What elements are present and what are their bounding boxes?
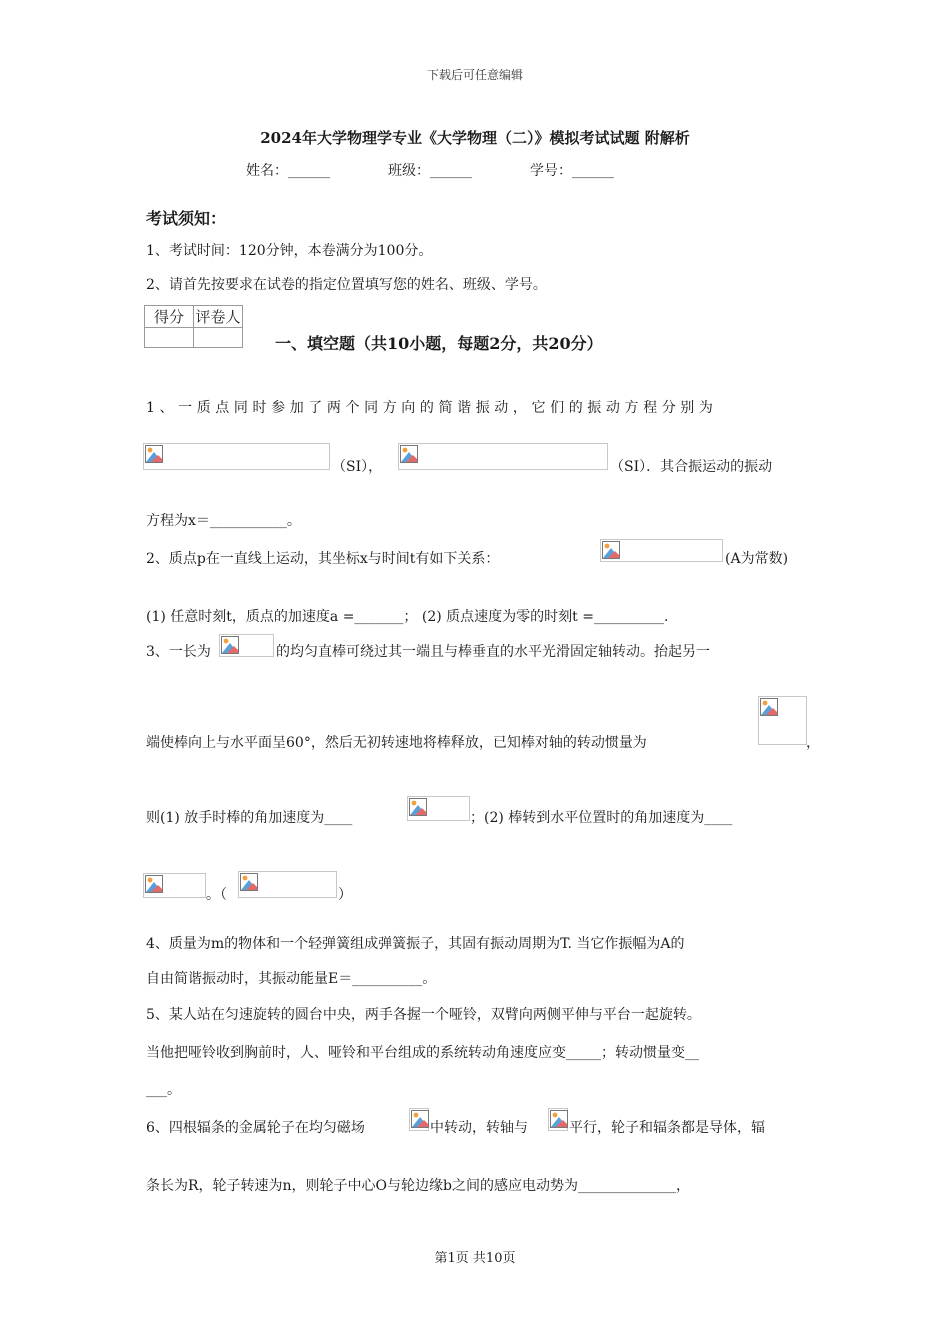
section-title: 一、填空题（共10小题，每题2分，共20分） [275,334,603,353]
q1-line1: 1、一质点同时参加了两个同方向的简谐振动，它们的振动方程分别为 [146,400,718,416]
grader-cell [194,328,243,348]
q3-line4-b: ） [338,887,352,903]
formula-image [143,873,206,898]
class-field: 班级：______ [388,163,472,179]
student-id-field: 学号：______ [530,163,614,179]
broken-image-icon [411,1110,429,1128]
q2-line1: 2、质点p在一直线上运动，其坐标x与时间t有如下关系： [146,551,500,567]
page-title: 2024年大学物理学专业《大学物理（二）》模拟考试试题 附解析 [260,129,690,147]
q3-line1-b: 的均匀直棒可绕过其一端且与棒垂直的水平光滑固定轴转动。抬起另一 [276,644,710,660]
formula-image [600,539,723,562]
q3-line3-a: 则(1) 放手时棒的角加速度为____ [146,810,353,826]
broken-image-icon [240,873,258,891]
q6-line1-b: 中转动，转轴与 [430,1120,528,1136]
q3-line3-b: ；(2) 棒转到水平位置时的角加速度为____ [470,810,733,826]
q1-si-2: （SI）．其合振运动的振动 [610,459,773,475]
grader-header: 评卷人 [194,306,243,328]
formula-image [143,443,330,470]
page-header: 下载后可任意编辑 [426,68,523,82]
q6-line2: 条长为R，轮子转速为n，则轮子中心O与轮边缘b之间的感应电动势为______________， [146,1178,690,1194]
formula-image [758,696,807,745]
score-table [144,305,243,348]
q4-line1: 4、质量为m的物体和一个轻弹簧组成弹簧振子，其固有振动周期为T. 当它作振幅为A的 [146,936,685,952]
formula-image [409,1108,429,1131]
formula-image [219,634,274,657]
q3-line1-a: 3、一长为 [146,644,211,660]
name-field: 姓名：______ [246,163,330,179]
notice-item-1: 1、考试时间：120分钟，本卷满分为100分。 [146,243,433,259]
score-header: 得分 [145,306,194,328]
broken-image-icon [145,445,163,463]
broken-image-icon [550,1110,568,1128]
notice-item-2: 2、请首先按要求在试卷的指定位置填写您的姓名、班级、学号。 [146,277,547,293]
q2-line2: (1) 任意时刻t，质点的加速度a =_______； (2) 质点速度为零的时刻t =__________. [146,609,669,625]
broken-image-icon [602,541,620,559]
broken-image-icon [760,698,778,716]
broken-image-icon [409,798,427,816]
score-cell [145,328,194,348]
q4-line2: 自由简谐振动时，其振动能量E＝__________。 [146,971,437,987]
q6-line1-a: 6、四根辐条的金属轮子在均匀磁场 [146,1120,365,1136]
formula-image [407,796,470,821]
q3-line4-a: 。（ [206,887,227,903]
q3-line2-end: ， [806,735,820,751]
q5-line2: 当他把哑铃收到胸前时，人、哑铃和平台组成的系统转动角速度应变_____；转动惯量变__ [146,1045,699,1061]
q1-line3: 方程为x＝___________。 [146,513,301,529]
notice-title: 考试须知： [146,209,227,228]
broken-image-icon [221,636,239,654]
formula-image [238,871,337,898]
broken-image-icon [400,445,418,463]
page-footer: 第1页 共10页 [434,1251,516,1266]
formula-image [548,1108,568,1131]
q6-line1-c: 平行，轮子和辐条都是导体，辐 [569,1120,765,1136]
q1-si-1: （SI）， [332,459,383,475]
broken-image-icon [145,875,163,893]
formula-image [398,443,608,470]
q5-line1: 5、某人站在匀速旋转的圆台中央，两手各握一个哑铃，双臂向两侧平伸与平台一起旋转。 [146,1007,701,1023]
q2-line1-end: (A为常数) [725,551,789,567]
q5-line3: ___。 [146,1082,181,1098]
q3-line2: 端使棒向上与水平面呈60°，然后无初转速地将棒释放，已知棒对轴的转动惯量为 [146,735,647,751]
